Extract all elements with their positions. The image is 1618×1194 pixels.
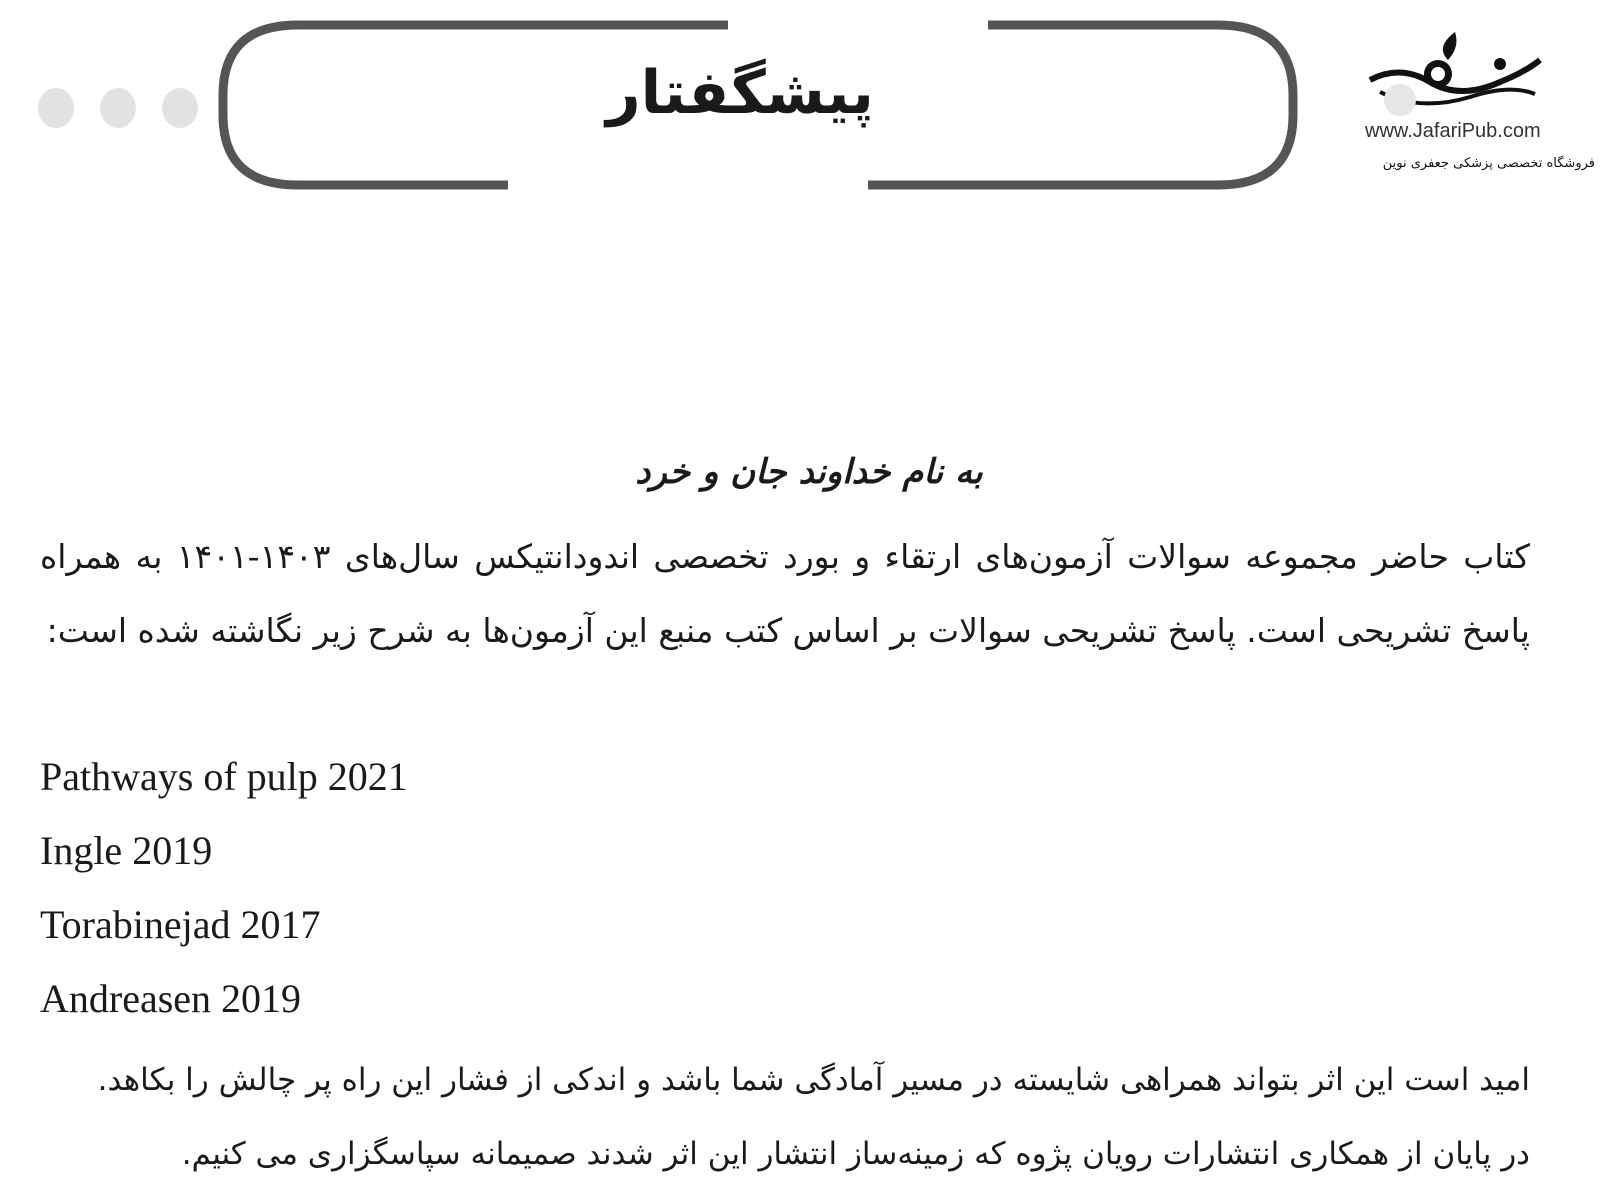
decorative-dots xyxy=(38,88,198,128)
page-title: پیشگفتار xyxy=(606,58,874,128)
reference-item: Andreasen 2019 xyxy=(40,976,302,1021)
dot xyxy=(100,88,136,128)
closing-line: امید است این اثر بتواند همراهی شایسته در مسیر آمادگی شما باشد و اندکی از فشار این راه پر چالش را بکاهد. xyxy=(97,1062,1530,1098)
dot xyxy=(162,88,198,128)
publisher-logo xyxy=(1330,22,1600,182)
reference-item: Ingle 2019 xyxy=(40,828,213,873)
basmala: به نام خداوند جان و خرد xyxy=(635,452,983,492)
reference-list xyxy=(40,740,408,1036)
reference-item: Pathways of pulp 2021 xyxy=(40,754,408,799)
intro-paragraph: کتاب حاضر مجموعه سوالات آزمون‌های ارتقاء و بورد تخصصی اندودانتیکس سال‌های ۱۴۰۳-۱۴۰۱ به همراه پاسخ تشریحی است. پاسخ تشریحی سوالات بر اساس کتب منبع این آزمون‌ها به شرح زیر نگاشته شده است: xyxy=(40,537,1530,650)
closing-line: در پایان از همکاری انتشارات رویان پژوه که زمینه‌ساز انتشار این اثر شدند صمیمانه سپاسگزاری می کنیم. xyxy=(181,1136,1530,1172)
dot xyxy=(38,88,74,128)
closing-text xyxy=(40,1043,1530,1191)
reference-item: Torabinejad 2017 xyxy=(40,902,321,947)
logo-url: www.JafariPub.com xyxy=(1365,120,1541,142)
logo-subtitle: فروشگاه تخصصی پزشکی جعفری نوین xyxy=(1382,156,1595,171)
jafari-calligraphy-logo-icon xyxy=(1360,22,1545,117)
